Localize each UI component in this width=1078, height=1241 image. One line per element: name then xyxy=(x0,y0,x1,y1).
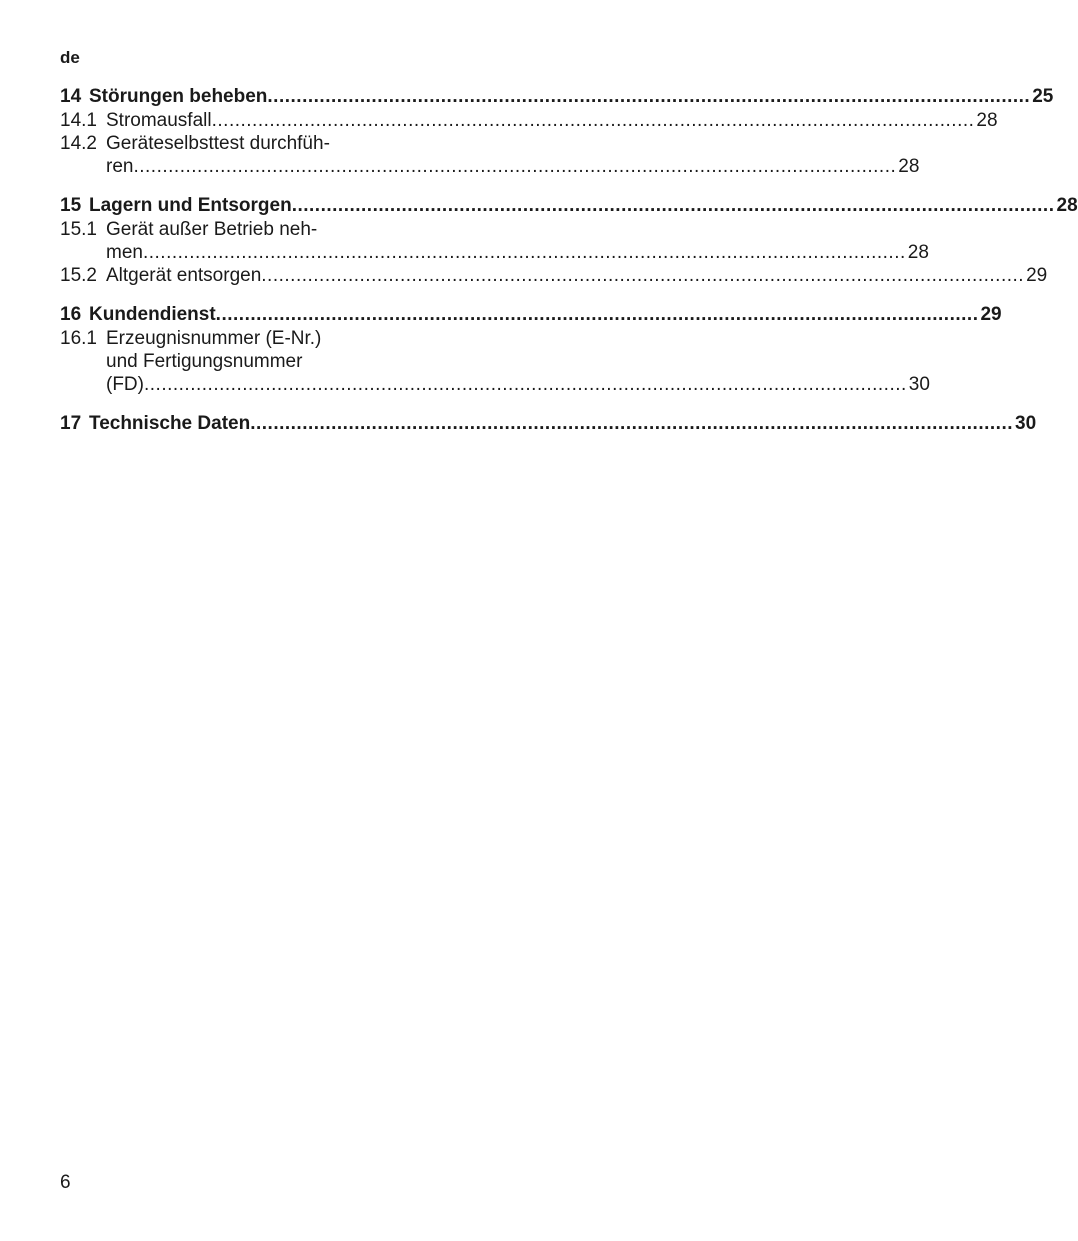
toc-leader-dots xyxy=(292,194,1055,217)
toc-subentry-number: 14.1 xyxy=(60,110,97,131)
toc-subentry-title: Gerät außer Betrieb neh- xyxy=(106,219,318,240)
toc-subentry-continuation[interactable] xyxy=(60,350,419,373)
toc-entry-number: 16 xyxy=(60,304,82,325)
toc-subentry[interactable] xyxy=(60,132,419,155)
toc-entry-page: 28 xyxy=(1056,195,1078,216)
toc-entry-title: Störungen beheben xyxy=(89,86,268,107)
toc-subentry-page: 28 xyxy=(976,110,998,131)
toc-subentry-title-cont: ren xyxy=(106,156,134,177)
toc-subentry-number: 14.2 xyxy=(60,133,97,154)
toc-subentry-continuation[interactable] xyxy=(60,241,929,264)
toc-subentry-title: Stromausfall xyxy=(106,110,212,131)
toc-entry-number: 17 xyxy=(60,413,82,434)
toc-leader-dots xyxy=(261,264,1024,287)
toc-leader-dots xyxy=(133,155,896,178)
toc-leader-dots xyxy=(144,373,907,396)
toc-subentry[interactable] xyxy=(60,327,419,350)
toc-subentry-title-cont: und Fertigungsnummer xyxy=(106,351,303,372)
toc-subentry-number: 16.1 xyxy=(60,328,97,349)
toc-entry-title: Kundendienst xyxy=(89,304,216,325)
page-number: 6 xyxy=(60,1172,71,1193)
toc-subentry-continuation[interactable] xyxy=(60,373,930,396)
language-label: de xyxy=(60,48,80,67)
toc-entry-page: 29 xyxy=(980,304,1002,325)
toc-section-14 xyxy=(60,85,1054,178)
toc-subentry-continuation[interactable] xyxy=(60,155,920,178)
toc-subentry-page: 30 xyxy=(908,374,930,395)
table-of-contents xyxy=(60,85,1078,451)
toc-subentry-title-cont: men xyxy=(106,242,143,263)
toc-entry-title: Lagern und Entsorgen xyxy=(89,195,292,216)
toc-entry[interactable] xyxy=(60,412,1037,435)
toc-entry[interactable] xyxy=(60,85,1054,108)
toc-leader-dots xyxy=(267,85,1030,108)
toc-section-15 xyxy=(60,194,1078,287)
toc-entry-page: 25 xyxy=(1032,86,1054,107)
toc-subentry-page: 28 xyxy=(898,156,920,177)
toc-subentry-number: 15.2 xyxy=(60,265,97,286)
toc-section-16 xyxy=(60,303,1002,396)
toc-subentry-page: 28 xyxy=(907,242,929,263)
toc-leader-dots xyxy=(216,303,979,326)
toc-subentry[interactable] xyxy=(60,264,1048,287)
toc-entry-number: 15 xyxy=(60,195,82,216)
toc-subentry-title: Erzeugnisnummer (E-Nr.) xyxy=(106,328,322,349)
toc-entry[interactable] xyxy=(60,303,1002,326)
toc-subentry-title: Geräteselbsttest durchfüh- xyxy=(106,133,330,154)
toc-section-17 xyxy=(60,412,1037,435)
toc-entry-page: 30 xyxy=(1015,413,1037,434)
toc-leader-dots xyxy=(212,109,975,132)
toc-subentry-page: 29 xyxy=(1026,265,1048,286)
toc-entry-number: 14 xyxy=(60,86,82,107)
toc-subentry[interactable] xyxy=(60,218,419,241)
toc-subentry[interactable] xyxy=(60,109,998,132)
toc-subentry-number: 15.1 xyxy=(60,219,97,240)
toc-leader-dots xyxy=(143,241,906,264)
toc-subentry-title: Altgerät entsorgen xyxy=(106,265,262,286)
toc-entry-title: Technische Daten xyxy=(89,413,251,434)
toc-subentry-title-cont: (FD) xyxy=(106,374,144,395)
toc-entry[interactable] xyxy=(60,194,1078,217)
toc-leader-dots xyxy=(250,412,1013,435)
